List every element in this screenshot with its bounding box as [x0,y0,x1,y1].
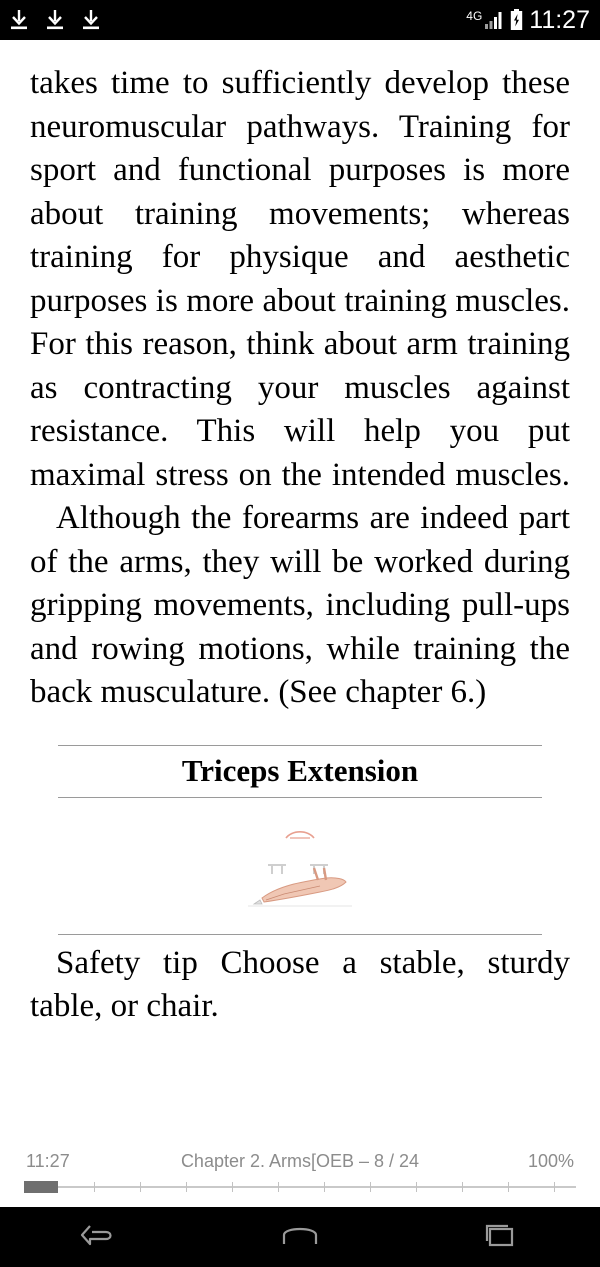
footer-time: 11:27 [26,1151,70,1171]
progress-tick [324,1182,325,1192]
status-bar [0,0,600,40]
exercise-illustration [58,798,542,934]
progress-tick [278,1182,279,1192]
body-paragraph: Although the forearms are indeed part of the arms, they will be worked during gripping movements, including pull-ups and rowing motions, while training the back musculature. (See chapter 6.) [30,500,570,710]
recents-button[interactable] [440,1207,560,1267]
progress-tick [140,1182,141,1192]
download-icon [8,8,30,32]
safety-tip-paragraph: Safety tip Choose a stable, sturdy table, or chair. [30,944,570,1024]
progress-track [24,1186,576,1188]
recents-icon [478,1220,522,1255]
back-arrow-icon [78,1220,122,1255]
progress-tick [416,1182,417,1192]
progress-tick [186,1182,187,1192]
status-bar-right [466,5,590,34]
body-paragraph: takes time to sufficiently develop these neuromuscular pathways. Training for sport and functional purposes is more about training movements; whereas training for physique and aesthetic purposes is more about training muscles. For this reason, think about arm training as contracting your muscles against resistance. This will help you put maximal stress on the intended muscles. [30,65,570,493]
section-divider-bottom [58,934,542,935]
home-button[interactable] [240,1207,360,1267]
section-heading: Triceps Extension [58,746,542,798]
status-bar-clock: 11:27 [529,5,590,34]
progress-thumb[interactable] [24,1181,58,1193]
download-icon [80,8,102,32]
signal-bars-icon [484,10,504,30]
back-button[interactable] [40,1207,160,1267]
battery-charging-icon [510,9,523,31]
reading-progress-slider[interactable] [24,1181,576,1193]
progress-tick [508,1182,509,1192]
download-icon [44,8,66,32]
page-content [30,62,570,1029]
network-type-label: 4G [466,9,483,23]
progress-tick [462,1182,463,1192]
progress-tick [232,1182,233,1192]
reader-footer [0,1151,600,1191]
status-bar-left [8,8,466,32]
progress-tick [94,1182,95,1192]
footer-battery: 100% [527,1151,574,1171]
android-navigation-bar [0,1207,600,1267]
home-icon [278,1220,322,1255]
footer-location: Chapter 2. Arms[OEB – 8 / 24 [180,1151,420,1171]
progress-tick [370,1182,371,1192]
ebook-reader-page[interactable] [0,40,600,1207]
progress-tick [554,1182,555,1192]
